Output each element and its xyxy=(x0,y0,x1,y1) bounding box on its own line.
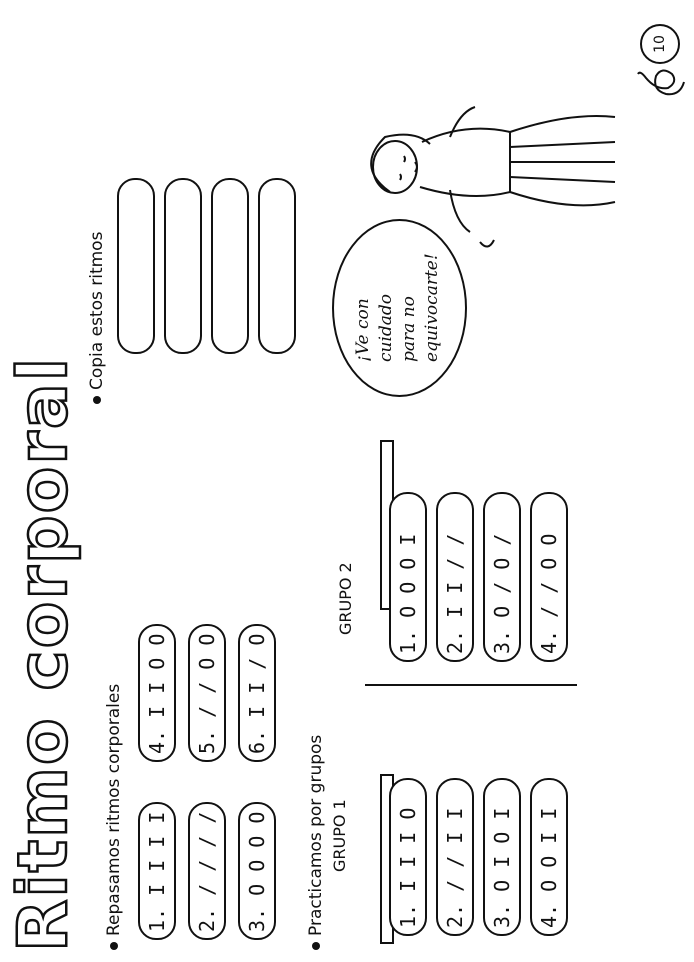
rhythm-pill-4: 4. I I O O xyxy=(138,624,176,762)
rhythm-pill-3: 3. O O O O xyxy=(238,802,276,940)
rhythm-pill-6: 6. I I / O xyxy=(238,624,276,762)
rhythm-pill-5: 5. / / O O xyxy=(188,624,226,762)
section-review-label: Repasamos ritmos corporales xyxy=(103,684,125,950)
treble-clef-icon xyxy=(636,60,688,104)
group1-pill-1: 1. I I I O xyxy=(389,778,427,936)
group1-label: GRUPO 1 xyxy=(330,799,349,872)
copy-box-3 xyxy=(211,178,249,354)
group2-pill-3: 3. O / O / xyxy=(483,492,521,662)
group2-pill-2: 2. I I / / xyxy=(436,492,474,662)
group-divider xyxy=(365,684,577,686)
rhythm-pill-1: 1. I I I I xyxy=(138,802,176,940)
rhythm-pill-2: 2. / / / / xyxy=(188,802,226,940)
bullet-icon xyxy=(312,942,320,950)
speech-bubble-text: ¡Ve con cuidado para no equivocarte! xyxy=(353,253,442,362)
group1-pill-3: 3. O I O I xyxy=(483,778,521,936)
copy-box-2 xyxy=(164,178,202,354)
bullet-icon xyxy=(110,942,118,950)
bullet-icon xyxy=(93,396,101,404)
group1-pill-4: 4. O O I I xyxy=(530,778,568,936)
page-number: 10 xyxy=(640,24,680,64)
group1-pill-2: 2. / / I I xyxy=(436,778,474,936)
copy-box-4 xyxy=(258,178,296,354)
group2-label: GRUPO 2 xyxy=(336,562,355,635)
copy-box-1 xyxy=(117,178,155,354)
group2-pill-1: 1. O O O I xyxy=(389,492,427,662)
section-groups-label: Practicamos por grupos xyxy=(305,735,327,950)
page-title: Ritmo corporal xyxy=(4,355,83,952)
group2-pill-4: 4. / / O O xyxy=(530,492,568,662)
section-copy-label: Copia estos ritmos xyxy=(86,232,108,404)
